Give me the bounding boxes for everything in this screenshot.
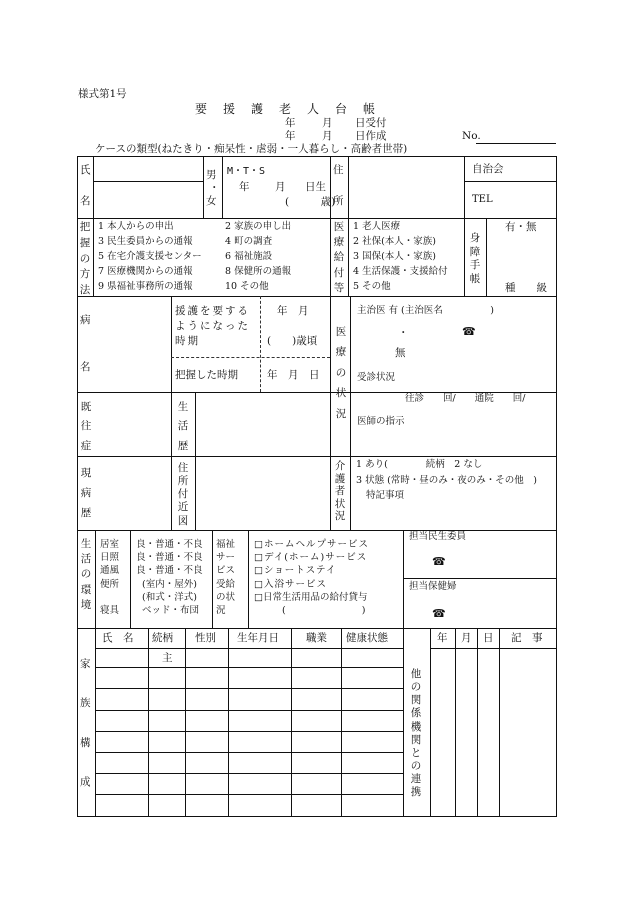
grasp-option-8: 8 保健所の通報 — [225, 266, 292, 277]
birth-day: 日生 — [305, 181, 326, 193]
env-toilet: 便所 — [100, 579, 120, 590]
grasp-label: 把 握 の 方 法 — [79, 221, 91, 296]
env-room: 居室 — [100, 539, 120, 550]
phone-icon: ☎ — [432, 607, 446, 620]
form-title: 要 援 護 老 人 台 帳 — [195, 102, 378, 116]
handicap-yes-no: 有・無 — [505, 221, 537, 233]
medical-label: 医 療 の 状 況 — [335, 326, 347, 420]
needs-time-1: 援護を要する — [175, 305, 250, 317]
service-daily-goods: □日常生活用品の給付貸与 — [254, 592, 368, 603]
welfare-label-5: の状 — [216, 592, 236, 603]
phone-icon: ☎ — [462, 325, 476, 338]
welfare-label-3: ビス — [216, 565, 236, 576]
age-field: ( 歳) — [285, 196, 336, 208]
jichikai-label: 自治会 — [472, 163, 504, 175]
service-home-help: □ホームヘルプサービス — [254, 539, 369, 550]
receipt-month: 月 — [322, 117, 333, 129]
created-year: 年 — [285, 130, 296, 142]
grasp-time-ymd: 年 月 日 — [267, 369, 320, 381]
sex-dot: ・ — [209, 182, 220, 194]
name-label-1: 氏 — [80, 164, 91, 176]
insurance-4: 4 生活保護・支援給付 — [353, 266, 448, 277]
caregiver-line-2: 3 状態 (常時・昼のみ・夜のみ・その他 ) — [356, 475, 537, 486]
grasp-option-9: 9 県福祉事務所の通報 — [98, 281, 193, 292]
env-bedding: 寝具 — [100, 605, 120, 616]
service-short-stay: □ショートステイ — [254, 565, 337, 576]
needs-age: ( )歳頃 — [267, 335, 318, 347]
doctor-dot: ・ — [398, 327, 409, 339]
birth-month: 月 — [275, 181, 286, 193]
handicap-label: 身 障 手 帳 — [469, 232, 481, 285]
sex-male: 男 — [206, 169, 217, 181]
insurance-3: 3 国保(本人・家族) — [353, 251, 436, 262]
needs-time-2: ようになった — [175, 320, 250, 332]
handicap-grade: 種 級 — [505, 282, 547, 294]
welfare-label-1: 福祉 — [216, 539, 236, 550]
col-birthdate: 生年月日 — [237, 632, 279, 644]
doctor-instruction: 医師の指示 — [357, 416, 405, 427]
doctor-none: 無 — [395, 347, 406, 359]
insurance-5: 5 その他 — [353, 281, 391, 292]
grasp-option-2: 2 家族の申し出 — [225, 221, 292, 232]
col-sex: 性別 — [195, 632, 216, 644]
family-label-3: 構 — [80, 737, 91, 749]
birth-era: M・T・S — [227, 166, 266, 177]
grasp-option-5: 5 在宅介護支援センター — [98, 251, 202, 262]
col-name: 氏 名 — [102, 632, 134, 644]
history-label: 既 往 症 — [80, 401, 92, 452]
env-grade-3: 良・普通・不良 — [136, 565, 203, 576]
grasp-time-label: 把握した時期 — [175, 369, 238, 381]
col-note: 記 事 — [511, 632, 543, 644]
caregiver-label: 介 護 者 状 況 — [334, 460, 346, 523]
col-occupation: 職業 — [306, 632, 327, 644]
col-year: 年 — [437, 632, 448, 644]
welfare-label-6: 況 — [216, 605, 226, 616]
env-grade-6: ベッド・布団 — [142, 605, 200, 616]
welfare-label-4: 受給 — [216, 579, 236, 590]
minsei-label: 担当民生委員 — [409, 531, 467, 542]
service-paren: ( ) — [282, 605, 366, 616]
number-underline — [476, 143, 556, 144]
service-day: □デイ(ホーム)サービス — [254, 552, 368, 563]
created-day: 日作成 — [355, 130, 387, 142]
sex-female: 女 — [206, 195, 217, 207]
insurance-1: 1 老人医療 — [353, 221, 401, 232]
receipt-day: 日受付 — [355, 117, 387, 129]
family-label-4: 成 — [80, 776, 91, 788]
env-sunlight: 日照 — [100, 552, 120, 563]
env-grade-4: (室内・屋外) — [142, 579, 197, 590]
grasp-option-1: 1 本人からの申出 — [98, 221, 174, 232]
hoken-label: 担当保健婦 — [409, 581, 457, 592]
welfare-label-2: サー — [216, 552, 236, 563]
visit-status-label: 受診状況 — [357, 372, 396, 383]
head-relation: 主 — [162, 652, 173, 664]
receipt-year: 年 — [285, 117, 296, 129]
disease-label-1: 病 — [80, 314, 91, 326]
life-history-label: 生 活 歴 — [177, 401, 189, 452]
needs-ym: 年 月 — [277, 305, 309, 317]
disease-label-2: 名 — [80, 361, 91, 373]
env-grade-2: 良・普通・不良 — [136, 552, 203, 563]
grasp-option-3: 3 民生委員からの通報 — [98, 236, 193, 247]
map-label: 住 所 付 近 図 — [177, 462, 189, 527]
col-relation: 続柄 — [152, 632, 173, 644]
number-label: No. — [462, 130, 481, 142]
grasp-option-10: 10 その他 — [225, 281, 269, 292]
grasp-option-7: 7 医療機関からの通報 — [98, 266, 193, 277]
address-label-2: 所 — [333, 195, 344, 207]
col-day: 日 — [483, 632, 494, 644]
col-month: 月 — [461, 632, 472, 644]
family-label-2: 族 — [80, 697, 91, 709]
insurance-label: 医 療 給 付 等 — [333, 221, 345, 294]
service-bath: □入浴サービス — [254, 579, 327, 590]
caregiver-line-1: 1 あり( 続柄 2 なし — [356, 459, 483, 470]
env-label: 生 活 の 環 境 — [80, 538, 92, 611]
family-label-1: 家 — [80, 658, 91, 670]
insurance-2: 2 社保(本人・家族) — [353, 236, 436, 247]
birth-year: 年 — [239, 181, 250, 193]
caregiver-line-3: 特記事項 — [366, 490, 405, 501]
created-month: 月 — [322, 130, 333, 142]
name-label-2: 名 — [80, 195, 91, 207]
other-agencies-label: 他 の 関 係 機 関 と の 連 携 — [410, 668, 422, 799]
address-label-1: 住 — [333, 164, 344, 176]
visit-counts: 往診 回/ 通院 回/ — [405, 393, 526, 404]
grasp-option-4: 4 町の調査 — [225, 236, 273, 247]
col-health: 健康状態 — [346, 632, 388, 644]
current-label: 現 病 歴 — [80, 467, 92, 519]
env-grade-5: (和式・洋式) — [142, 592, 197, 603]
phone-icon: ☎ — [432, 555, 446, 568]
grasp-option-6: 6 福祉施設 — [225, 251, 273, 262]
needs-time-3: 時期 — [175, 335, 200, 347]
form-number: 様式第1号 — [78, 88, 127, 100]
env-grade-1: 良・普通・不良 — [136, 539, 203, 550]
env-ventilation: 通風 — [100, 565, 120, 576]
case-type: ケースの類型(ねたきり・痴呆性・虐弱・一人暮らし・高齢者世帯) — [95, 143, 408, 155]
doctor-field: 主治医 有 (主治医名 ) — [357, 305, 494, 316]
tel-label: TEL — [472, 194, 493, 205]
